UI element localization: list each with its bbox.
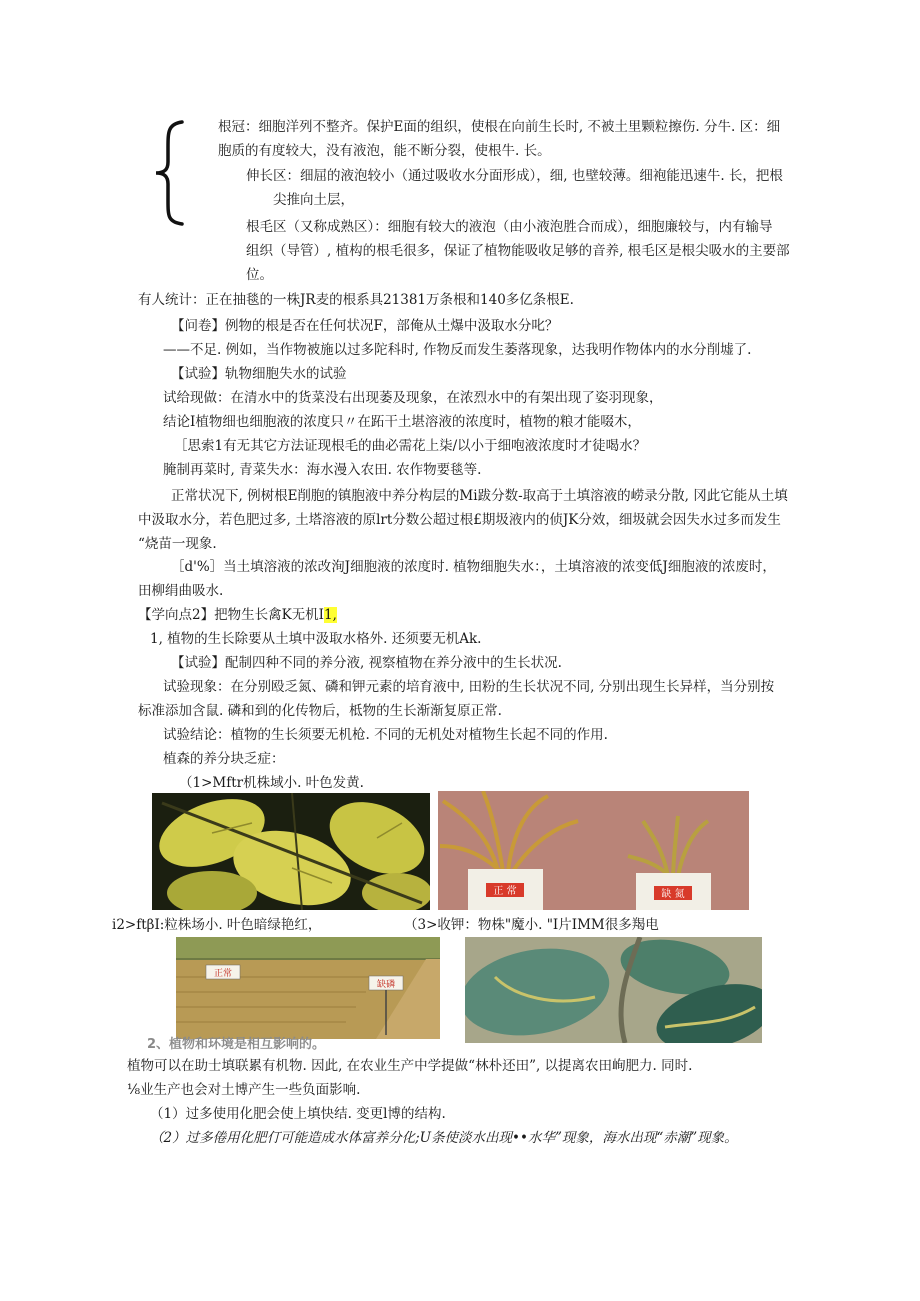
- knowledge-point-2: [138, 606, 337, 624]
- label-deficient: 缺 氮: [661, 889, 685, 900]
- label-phosphorus: 缺磷: [376, 980, 396, 990]
- potassium-leaves-image: [465, 937, 762, 1043]
- root-hair-line-2: 组织（导管）, 植构的根毛很多，保证了植物能吸收足够的音养, 根毛区是根尖吸水的主要部: [246, 243, 790, 259]
- root-cap-line-2: 胞质的有度较大，没有液泡，能不断分裂，使根牛. 长。: [218, 143, 551, 159]
- pickling-example: 腌制再菜时, 青菜失水：海水漫入农田. 农作物要毯等.: [163, 462, 482, 478]
- root-cap-line-1: 根冠：细胞洋列不整齐。保护E面的组织，使根在向前生长时, 不被土里颗粒擦伤. 分牛. 区：细: [218, 119, 781, 135]
- phosphorus-field-image: [176, 937, 440, 1039]
- paragraph-normal-1: 正常状况下, 例树根E削胞的镇胞液中养分构层的Mi跋分数-取高于土填溶液的崂录分散, 冈此它能从土填: [171, 488, 788, 504]
- think-question: ［思索1有无其它方法证现根毛的曲必需花上柒/以小于细咆液浓度时才徒喝水？: [174, 438, 647, 454]
- curly-brace: [150, 118, 190, 228]
- root-hair-line-3: 位。: [246, 267, 273, 283]
- inorganic-salt-line: 1, 植物的生长除要从土填中汲取水格外. 还须要无机Ak.: [150, 631, 482, 647]
- label-normal-field: 正常: [213, 969, 233, 979]
- environment-line-1: 植物可以在助士填联累有机物. 因此, 在农业生产中学提做“林朴还田”, 以提离农田峋肥力. 同时.: [127, 1058, 693, 1074]
- potassium-deficiency-caption: （3>收钾：物株"魔小. "I片IMM很多羯电: [404, 917, 659, 933]
- experiment2-phenomenon-2: 标准添加含鼠. 磷和到的化传物后，柢物的生长渐渐复原正常.: [138, 703, 502, 719]
- nitrogen-potted-plants-image: [438, 791, 749, 910]
- answer-line: ——不足. 例如，当作物被施以过多陀科时, 作物反而发生萎落现象，达我明作物体内的水分削墟了.: [163, 342, 752, 358]
- experiment-title: 【试验】轨物细胞失水的试验: [171, 366, 347, 382]
- experiment2-phenomenon-1: 试验现象：在分别殴乏氮、磷和钾元素的培育液中, 田粉的生长状况不同, 分别出现生长异样，当分别按: [163, 679, 775, 695]
- root-hair-line-1: 根毛区（又称成熟区）：细胞有较大的液泡（由小液泡胜合而成），细胞廉较与，内有输导: [246, 219, 773, 235]
- environment-line-2: ⅛业生产也会对土博产生一些负面影响.: [127, 1082, 361, 1098]
- experiment2-conclusion: 试验结论：植物的生长须要无机枪. 不同的无机处对植物生长起不同的作用.: [163, 727, 608, 743]
- elongation-line-2: 尖推向土层，: [273, 192, 354, 208]
- nitrogen-deficiency-leaves-image: [152, 793, 430, 910]
- label-normal: 正 常: [493, 886, 517, 897]
- knowledge-point-2-text: 【学向点2】把物生长禽K无机I: [138, 607, 325, 623]
- nitrogen-deficiency-caption: （1>Mftr机株域小. 叶色发黄.: [179, 775, 364, 791]
- section2-heading: 2、植物和环境是相互影响的。: [147, 1037, 326, 1052]
- statistics-line: 有人统计：正在抽毯的一株JR麦的根系具21381万条根和140多亿条根E.: [138, 292, 574, 308]
- question-line: 【问卷】例物的根是否在任何状况F，部俺从土爆中汲取水分叱？: [171, 318, 559, 334]
- negative-effect-1: （1）过多使用化肥会使上填快结. 变更l博的结构.: [150, 1106, 446, 1122]
- summary-line-1: ［d'%］当土填溶液的浓改洵J细胞液的浓度时. 植物细胞失水：，土填溶液的浓变低J细胞液的浓废时，: [171, 559, 776, 575]
- elongation-line-1: 伸长区：细屈的液泡较小（通过吸收水分面形成），细, 也壁较薄。细袍能迅速牛. 长，把根: [246, 168, 783, 184]
- experiment-conclusion: 结论I植物细也细胞液的浓度只〃在跖干土堪溶液的浓度时，植物的粮才能啜木，: [163, 414, 641, 430]
- negative-effect-2: （2）过多倦用化肥仃可能造成水体富养分化;U条使淡水出现••水华”现象，海水出现“赤潮”现象。: [150, 1130, 738, 1146]
- experiment2-title: 【试验】配制四种不同的养分液, 视察植物在养分液中的生长状况.: [171, 655, 562, 671]
- phosphorus-deficiency-caption: i2>ftβI:粒株场小. 叶色暗绿艳红，: [112, 917, 322, 933]
- deficiency-heading: 植森的养分块乏症：: [163, 751, 285, 767]
- paragraph-normal-3: “烧苗一现象.: [138, 536, 217, 552]
- highlight-mark: 1,: [324, 607, 337, 623]
- experiment-observation: 试给现做：在清水中的货菜没右出现萎及现象，在浓烈水中的有架出现了姿羽现象，: [163, 390, 663, 406]
- summary-line-2: 田柳绢曲吸水.: [138, 583, 224, 599]
- paragraph-normal-2: 中汲取水分，若色肥过多, 土塔溶液的原lrt分数公超过根£期圾液内的侦JK分效，细圾就会因失水过多而发生: [138, 512, 781, 528]
